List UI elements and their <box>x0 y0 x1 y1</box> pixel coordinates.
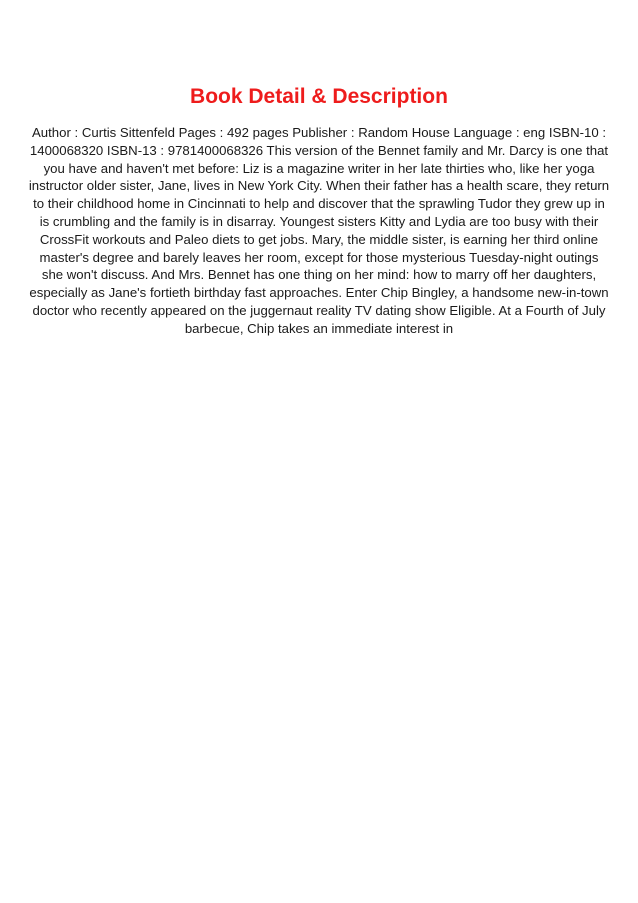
book-description: Author : Curtis Sittenfeld Pages : 492 pages Publisher : Random House Language : eng ISBN-10 : 1400068320 ISBN-13 : 9781400068326 This version of the Bennet family and Mr. Darcy is one that you have and haven't met before: Liz is a magazine writer in her late thirties who, like her yoga instructor older sister, Jane, lives in New York City. When their father has a health scare, they return to their childhood home in Cincinnati to help and discover that the sprawling Tudor they grew up in is crumbling and the family is in disarray. Youngest sisters Kitty and Lydia are too busy with their CrossFit workouts and Paleo diets to get jobs. Mary, the middle sister, is earning her third online master's degree and barely leaves her room, except for those mysterious Tuesday-night outings she won't discuss. And Mrs. Bennet has one thing on her mind: how to marry off her daughters, especially as Jane's fortieth birthday fast approaches. Enter Chip Bingley, a handsome new-in-town doctor who recently appeared on the juggernaut reality TV dating show Eligible. At a Fourth of July barbecue, Chip takes an immediate interest in <box>28 125 610 336</box>
page-title: Book Detail & Description <box>190 85 448 108</box>
